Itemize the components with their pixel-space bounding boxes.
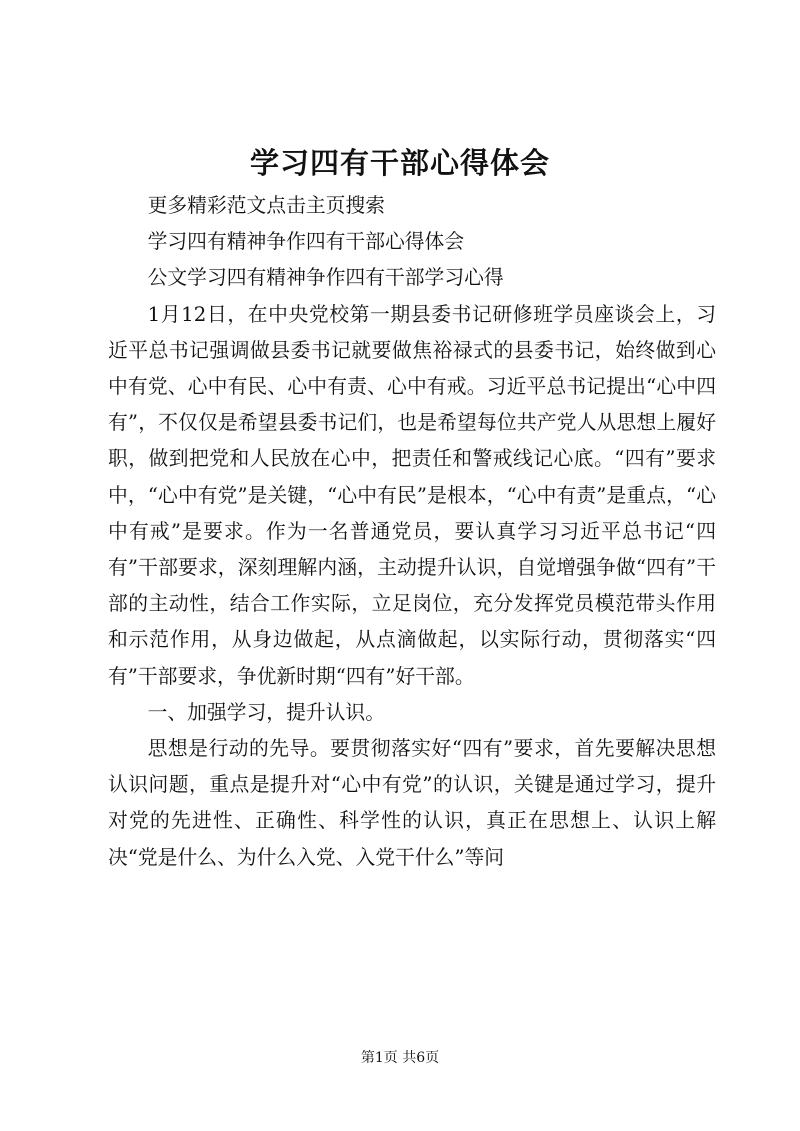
paragraph-subtitle-1: 学习四有精神争作四有干部心得体会 [147,230,465,254]
paragraph-section-1: 思想是行动的先导。要贯彻落实好“四有”要求，首先要解决思想认识问题，重点是提升对“心中有党”的认识，关键是通过学习，提升对党的先进性、正确性、科学性的认识，真正在思想上、认识上解决“党是什么、为什么入党、入党干什么”等问 [108,737,716,869]
page-footer: 第1页 共6页 [360,1050,440,1066]
paragraph-intro: 1月12日，在中央党校第一期县委书记研修班学员座谈会上，习近平总书记强调做县委书记就要做焦裕禄式的县委书记，始终做到心中有党、心中有民、心中有责、心中有戒。习近平总书记提出“心中四有”，不仅仅是希望县委书记们，也是希望每位共产党人从思想上履好职，做到把党和人民放在心中，把责任和警戒线记心底。“四有”要求中，“心中有党”是关键，“心中有民”是根本，“心中有责”是重点，“心中有戒”是要求。作为一名普通党员，要认真学习习近平总书记“四有”干部要求，深刻理解内涵，主动提升认识，自觉增强争做“四有”干部的主动性，结合工作实际，立足岗位，充分发挥党员模范带头作用和示范作用，从身边做起，从点滴做起，以实际行动，贯彻落实“四有”干部要求，争优新时期“四有”好干部。 [108,302,716,688]
paragraph-subtitle-2: 公文学习四有精神争作四有干部学习心得 [147,266,504,290]
document-body [108,188,716,876]
section-heading-1: 一、加强学习，提升认识。 [147,700,385,724]
paragraph-more-samples: 更多精彩范文点击主页搜索 [147,194,385,217]
document-title: 学习四有干部心得体会 [249,146,550,180]
